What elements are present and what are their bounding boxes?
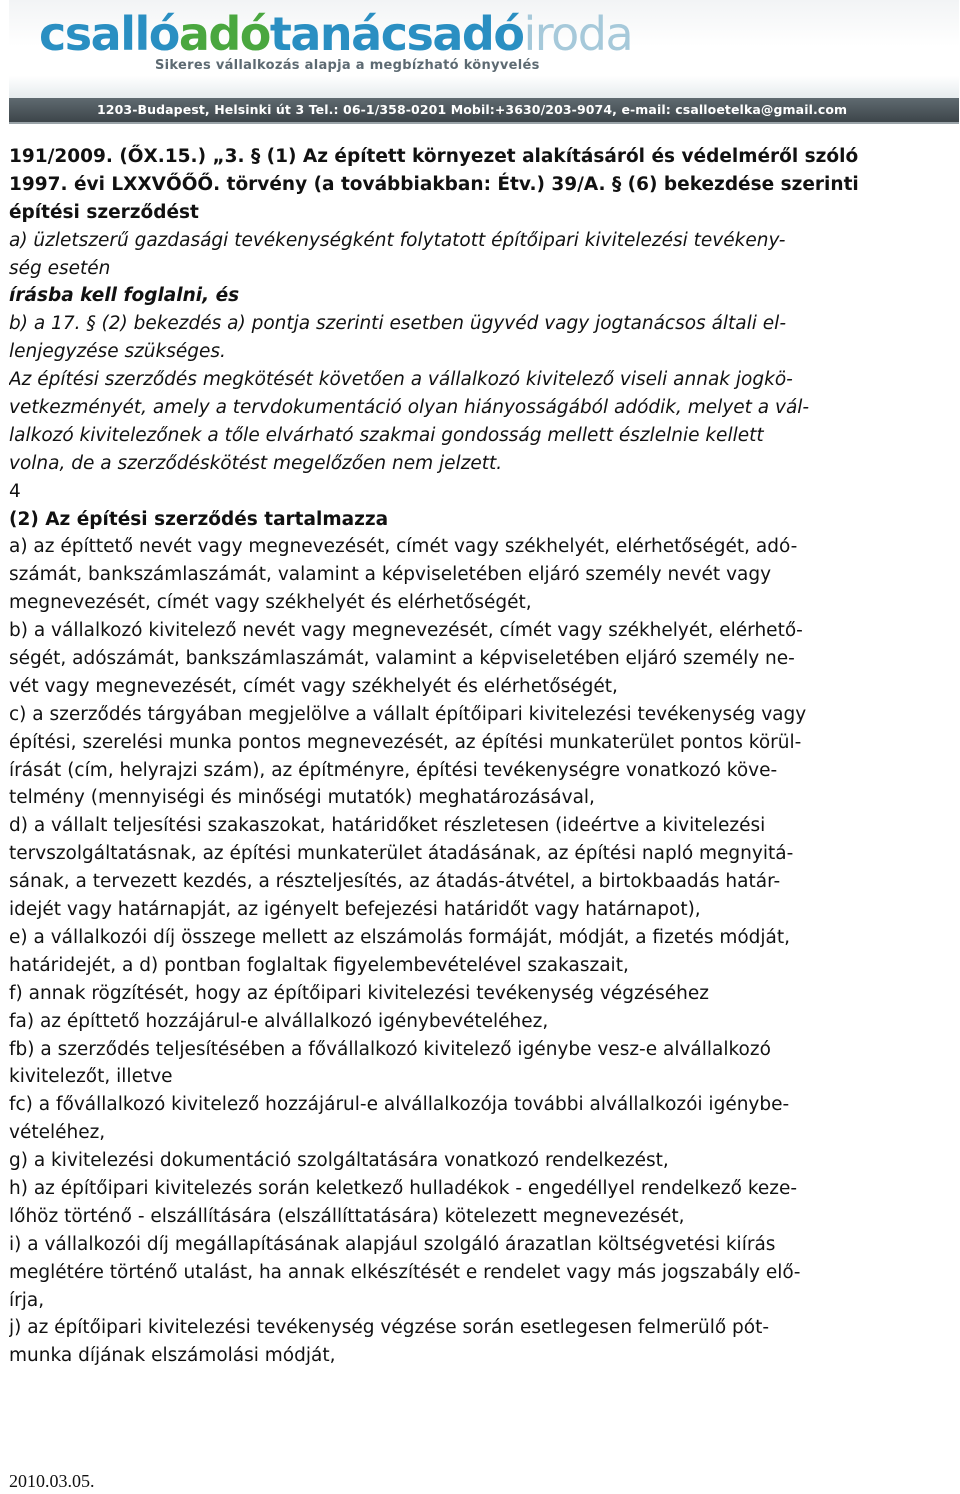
logo-text-part2: adó bbox=[178, 7, 270, 61]
text-line: f) annak rögzítését, hogy az építőipari kivitelezési tevékenység végzéséhez bbox=[9, 982, 709, 1004]
text-line: fc) a fővállalkozó kivitelező hozzájárul-e alvállalkozója további alvállalkozói igénybe- bbox=[9, 1094, 790, 1116]
text-line: 191/2009. (ŐX.15.) „3. § (1) Az épített környezet alakításáról és védelméről szóló bbox=[9, 146, 859, 167]
text-line: lenjegyzése szükséges. bbox=[9, 341, 226, 363]
section-heading: (2) Az építési szerződés tartalmazza bbox=[9, 508, 389, 530]
text-line: fb) a szerződés teljesítésében a fővállalkozó kivitelező igénybe vesz-e alvállalkozó bbox=[9, 1038, 771, 1060]
text-line: tervszolgáltatásnak, az építési munkaterület átadásának, az építési napló megnyitá- bbox=[9, 843, 794, 865]
footer-date: 2010.03.05. bbox=[9, 1471, 95, 1491]
text-line: építési szerződést bbox=[9, 201, 199, 223]
text-line: ség esetén bbox=[9, 257, 111, 279]
text-line: e) a vállalkozói díj összege mellett az elszámolás formáját, módját, a fizetés módját, bbox=[9, 926, 791, 948]
contact-bar: 1203-Budapest, Helsinki út 3 Tel.: 06-1/358-0201 Mobil:+3630/203-9074, e-mail: csalloetelka@gmail.com bbox=[9, 98, 959, 122]
text-line: lalkozó kivitelezőnek a tőle elvárható szakmai gondosság mellett észlelnie kellett bbox=[9, 424, 764, 446]
text-line: volna, de a szerződéskötést megelőzően nem jelzett. bbox=[9, 452, 503, 474]
letterhead bbox=[9, 0, 959, 124]
logo-text-part1: csalló bbox=[39, 7, 179, 61]
text-line: vetkezményét, amely a tervdokumentáció olyan hiányosságából adódik, melyet a vál- bbox=[9, 397, 810, 419]
text-line: a) az építtető nevét vagy megnevezését, címét vagy székhelyét, elérhetőségét, adó- bbox=[9, 536, 798, 558]
text-line: meglétére történő utalást, ha annak elkészítését e rendelet vagy más jogszabály elő- bbox=[9, 1261, 801, 1283]
text-line: j) az építőipari kivitelezési tevékenység végzése során esetlegesen felmerülő pót- bbox=[9, 1317, 770, 1339]
text-line: sának, a tervezett kezdés, a részteljesítés, az átadás-átvétel, a birtokbaadás határ- bbox=[9, 871, 781, 893]
text-line: a) üzletszerű gazdasági tevékenységként folytatott építőipari kivitelezési tevékeny- bbox=[9, 229, 786, 251]
text-line: határidejét, a d) pontban foglaltak figyelembevételével szakaszait, bbox=[9, 954, 629, 976]
text-line: kivitelezőt, illetve bbox=[9, 1066, 173, 1088]
text-line: munka díjának elszámolási módját, bbox=[9, 1345, 336, 1367]
company-logo bbox=[39, 6, 632, 62]
text-line: c) a szerződés tárgyában megjelölve a vállalt építőipari kivitelezési tevékenység vagy bbox=[9, 703, 807, 725]
text-line: telmény (mennyiségi és minőségi mutatók) meghatározásával, bbox=[9, 787, 595, 809]
text-line: vételéhez, bbox=[9, 1122, 106, 1144]
text-line: írja, bbox=[9, 1289, 45, 1311]
text-line: d) a vállalt teljesítési szakaszokat, határidőket részletesen (ideértve a kivitelezési bbox=[9, 815, 766, 837]
text-line: g) a kivitelezési dokumentáció szolgáltatására vonatkozó rendelkezést, bbox=[9, 1150, 669, 1172]
text-line: h) az építőipari kivitelezés során keletkező hulladékok - engedéllyel rendelkező keze- bbox=[9, 1177, 798, 1199]
text-line: írásba kell foglalni, és bbox=[9, 285, 240, 307]
text-line: ségét, adószámát, bankszámlaszámát, valamint a képviseletében eljáró személy ne- bbox=[9, 648, 795, 670]
logo-text-part3: tanácsadó bbox=[269, 7, 524, 61]
text-line: b) a 17. § (2) bekezdés a) pontja szerinti esetben ügyvéd vagy jogtanácsos általi el- bbox=[9, 313, 786, 335]
text-line: Az építési szerződés megkötését követően a vállalkozó kivitelező viseli annak jogkö- bbox=[9, 369, 793, 391]
text-line: lőhöz történő - elszállítására (elszállíttatására) kötelezett megnevezését, bbox=[9, 1205, 685, 1227]
text-line: megnevezését, címét vagy székhelyét és elérhetőségét, bbox=[9, 592, 532, 614]
text-line: építési, szerelési munka pontos megnevezését, az építési munkaterület pontos körül- bbox=[9, 731, 802, 753]
text-line: számát, bankszámlaszámát, valamint a képviseletében eljáró személy nevét vagy bbox=[9, 564, 772, 586]
text-line: 1997. évi LXXVŐŐŐ. törvény (a továbbiakban: Étv.) 39/A. § (6) bekezdése szerinti bbox=[9, 173, 859, 195]
document-body bbox=[9, 143, 954, 1370]
text-line: fa) az építtető hozzájárul-e alvállalkozó igénybevételéhez, bbox=[9, 1010, 549, 1032]
text-line: vét vagy megnevezését, címét vagy székhelyét és elérhetőségét, bbox=[9, 675, 618, 697]
text-line: idejét vagy határnapját, az igényelt befejezési határidőt vagy határnapot), bbox=[9, 899, 701, 921]
logo-text-part4: iroda bbox=[523, 7, 633, 61]
text-line: b) a vállalkozó kivitelező nevét vagy megnevezését, címét vagy székhelyét, elérhető- bbox=[9, 620, 803, 642]
slogan: Sikeres vállalkozás alapja a megbízható könyvelés bbox=[155, 58, 540, 73]
text-line: írását (cím, helyrajzi szám), az építményre, építési tevékenységre vonatkozó köve- bbox=[9, 759, 778, 781]
footnote-number: 4 bbox=[9, 480, 21, 502]
text-line: i) a vállalkozói díj megállapításának alapjául szolgáló árazatlan költségvetési kiírás bbox=[9, 1233, 776, 1255]
